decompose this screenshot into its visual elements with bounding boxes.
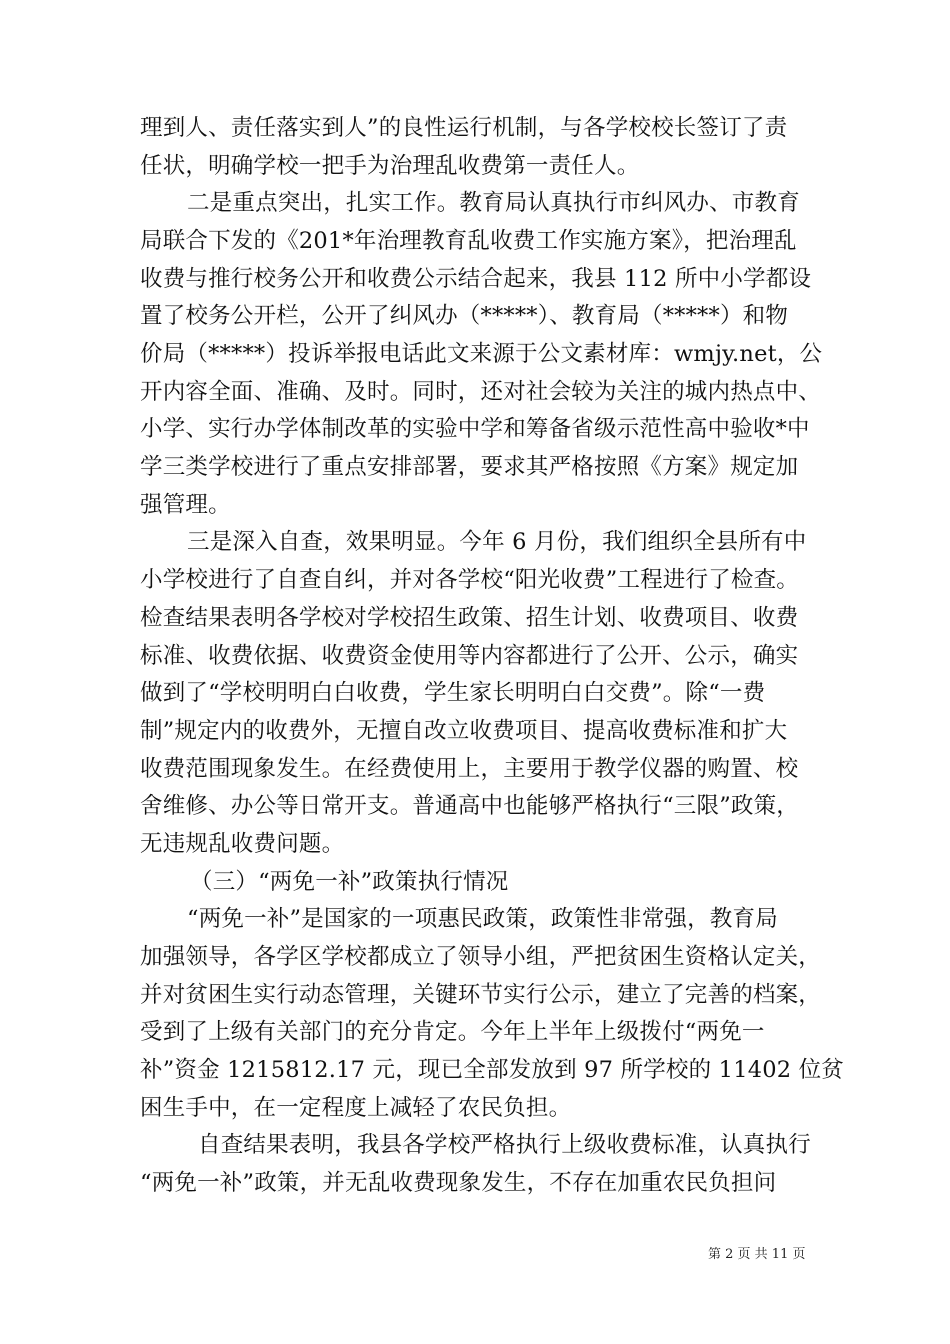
text-line: 局联合下发的《201*年治理教育乱收费工作实施方案》，把治理乱	[140, 228, 797, 255]
text-line: 加强领导，各学区学校都成立了领导小组，严把贫困生资格认定关，	[140, 943, 822, 970]
text-line: 强管理。	[140, 491, 231, 518]
text-line: 价局（*****）投诉举报电话此文来源于公文素材库：wmjy.net，公	[140, 341, 823, 368]
text-line: 小学、实行办学体制改革的实验中学和筹备省级示范性高中验收*中	[140, 416, 810, 443]
text-line: 理到人、责任落实到人”的良性运行机制，与各学校校长签订了责	[140, 115, 788, 141]
text-line: 做到了“学校明明白白收费，学生家长明明白白交费”。除“一费	[140, 680, 766, 707]
text-line: 小学校进行了自查自纠，并对各学校“阳光收费”工程进行了检查。	[140, 567, 800, 594]
paragraph-first-line: 三是深入自查，效果明显。今年 6 月份，我们组织全县所有中	[187, 529, 807, 556]
section-heading: （三）“两免一补”政策执行情况	[190, 868, 509, 895]
text-line: 困生手中，在一定程度上减轻了农民负担。	[140, 1094, 572, 1121]
text-line: 制”规定内的收费外，无擅自改立收费项目、提高收费标准和扩大	[140, 717, 788, 744]
text-line: 无违规乱收费问题。	[140, 830, 345, 857]
paragraph-first-line: 自查结果表明，我县各学校严格执行上级收费标准，认真执行	[198, 1132, 811, 1159]
paragraph-first-line: 二是重点突出，扎实工作。教育局认真执行市纠风办、市教育	[187, 190, 800, 217]
paragraph-first-line: “两免一补”是国家的一项惠民政策，政策性非常强，教育局	[187, 906, 778, 933]
text-line: 受到了上级有关部门的充分肯定。今年上半年上级拨付“两免一	[140, 1019, 765, 1046]
page-number: 第 2 页 共 11 页	[708, 1247, 806, 1262]
text-line: 补”资金 1215812.17 元，现已全部发放到 97 所学校的 11402 位贫	[140, 1056, 845, 1083]
text-line: 舍维修、办公等日常开支。普通高中也能够严格执行“三限”政策，	[140, 793, 800, 820]
text-line: 并对贫困生实行动态管理，关键环节实行公示，建立了完善的档案，	[140, 981, 822, 1008]
text-line: 收费范围现象发生。在经费使用上，主要用于教学仪器的购置、校	[140, 755, 799, 782]
text-line: 学三类学校进行了重点安排部署，要求其严格按照《方案》规定加	[140, 454, 799, 481]
text-line: 检查结果表明各学校对学校招生政策、招生计划、收费项目、收费	[140, 604, 799, 631]
text-line: “两免一补”政策，并无乱收费现象发生，不存在加重农民负担问	[140, 1170, 777, 1196]
text-line: 开内容全面、准确、及时。同时，还对社会较为关注的城内热点中、	[140, 378, 822, 405]
text-line: 置了校务公开栏，公开了纠风办（*****）、教育局（*****）和物	[140, 303, 789, 330]
text-line: 任状，明确学校一把手为治理乱收费第一责任人。	[140, 152, 640, 179]
text-line: 标准、收费依据、收费资金使用等内容都进行了公开、公示，确实	[140, 642, 799, 669]
text-line: 收费与推行校务公开和收费公示结合起来，我县 112 所中小学都设	[140, 265, 812, 292]
